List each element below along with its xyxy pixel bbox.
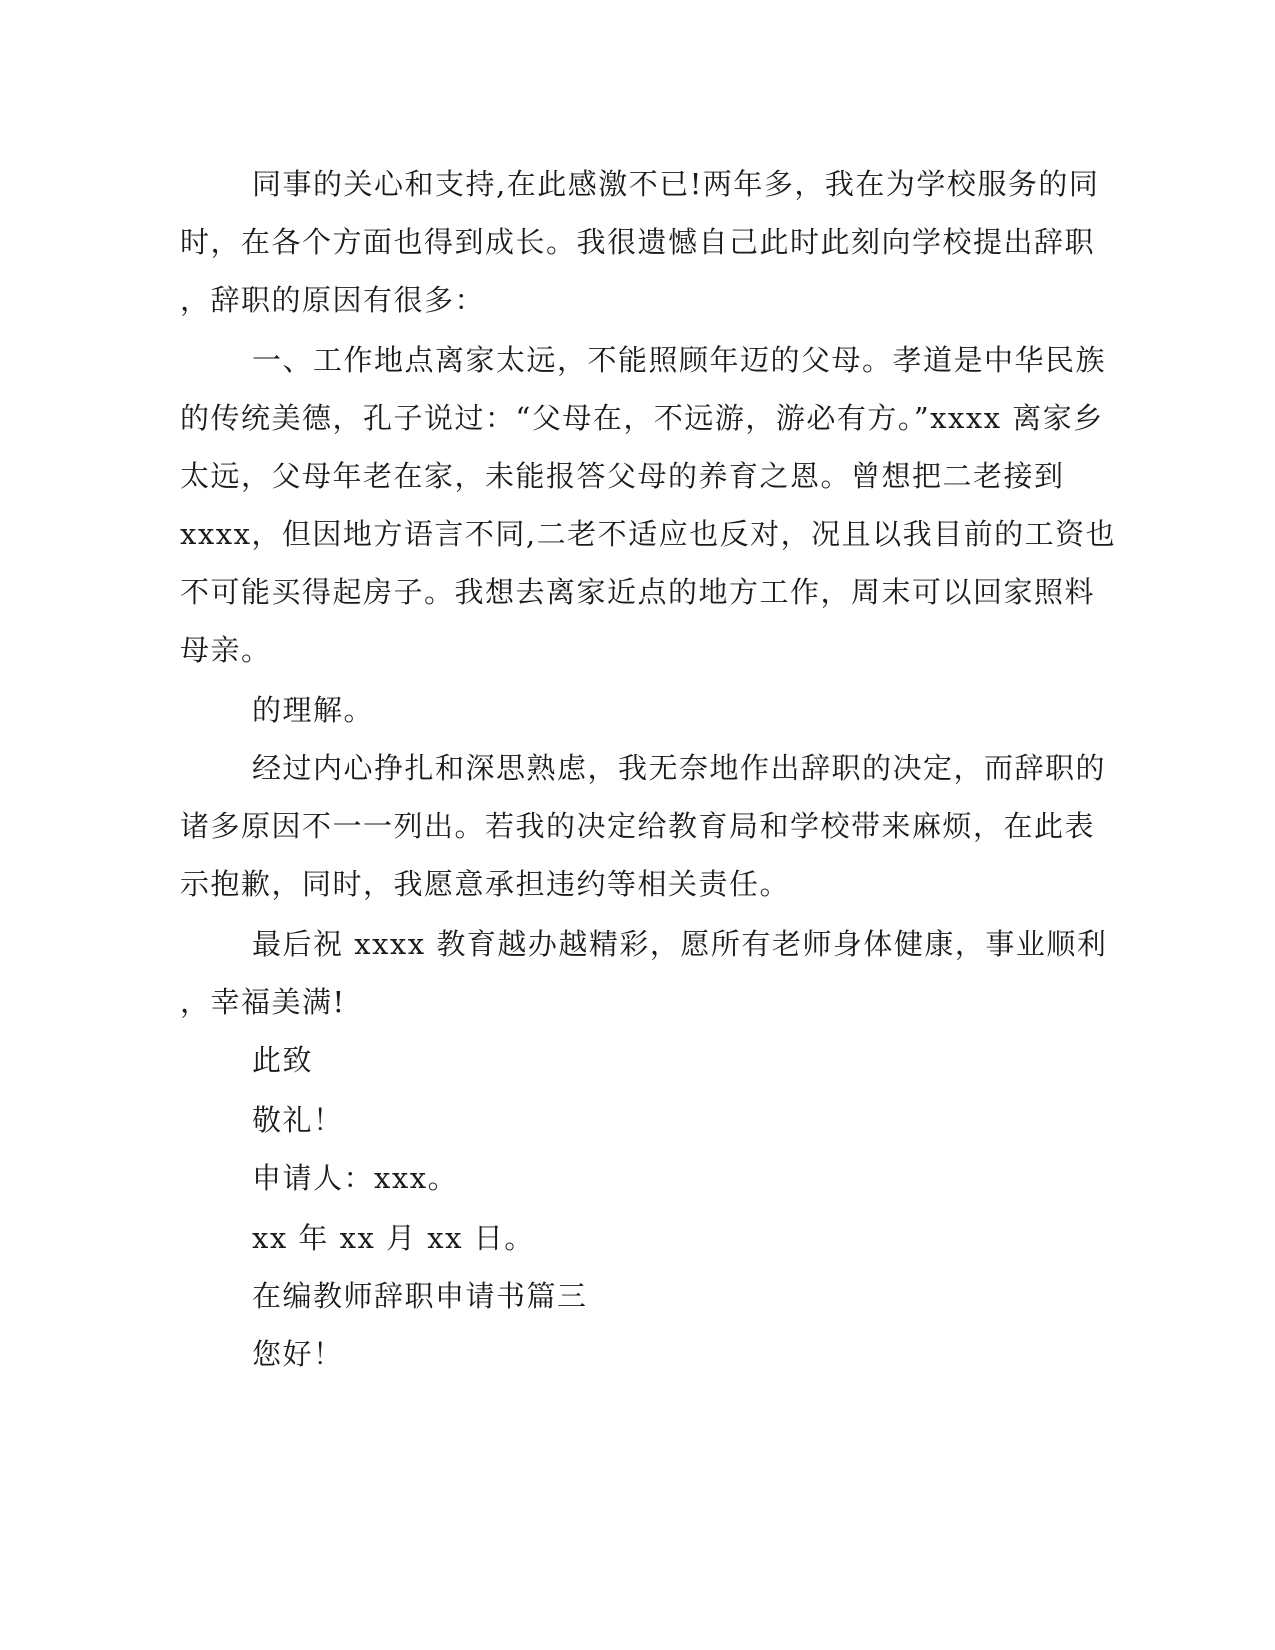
section-heading: 在编教师辞职申请书篇三 bbox=[252, 1279, 588, 1313]
paragraph-line: 的理解。 bbox=[252, 693, 375, 727]
applicant-signature: 申请人：xxx。 bbox=[252, 1161, 459, 1195]
paragraph-line: 同事的关心和支持,在此感激不已!两年多，我在为学校服务的同 bbox=[252, 167, 1100, 201]
paragraph-line: 一、工作地点离家太远，不能照顾年迈的父母。孝道是中华民族 bbox=[252, 343, 1107, 377]
greeting-line: 您好！ bbox=[252, 1337, 344, 1371]
paragraph-line: ，幸福美满! bbox=[180, 985, 346, 1019]
paragraph-line: 太远，父母年老在家，未能报答父母的养育之恩。曾想把二老接到 bbox=[180, 459, 1065, 493]
paragraph-line: 示抱歉，同时，我愿意承担违约等相关责任。 bbox=[180, 867, 791, 901]
paragraph-line: 的传统美德，孔子说过：“父母在，不远游，游必有方。”xxxx 离家乡 bbox=[180, 401, 1104, 435]
closing-regards: 敬礼！ bbox=[252, 1103, 344, 1137]
paragraph-line: 最后祝 xxxx 教育越办越精彩，愿所有老师身体健康，事业顺利 bbox=[252, 927, 1108, 961]
paragraph-line: 母亲。 bbox=[180, 633, 272, 667]
closing-salutation: 此致 bbox=[252, 1043, 314, 1077]
paragraph-line: 时，在各个方面也得到成长。我很遗憾自己此时此刻向学校提出辞职 bbox=[180, 225, 1096, 259]
paragraph-line: 经过内心挣扎和深思熟虑，我无奈地作出辞职的决定，而辞职的 bbox=[252, 751, 1107, 785]
date-line: xx 年 xx 月 xx 日。 bbox=[252, 1221, 535, 1255]
paragraph-line: xxxx，但因地方语言不同,二老不适应也反对，况且以我目前的工资也 bbox=[180, 517, 1117, 551]
paragraph-line: 诸多原因不一一列出。若我的决定给教育局和学校带来麻烦，在此表 bbox=[180, 809, 1096, 843]
paragraph-line: 不可能买得起房子。我想去离家近点的地方工作，周末可以回家照料 bbox=[180, 575, 1096, 609]
paragraph-line: ，辞职的原因有很多： bbox=[180, 283, 486, 317]
